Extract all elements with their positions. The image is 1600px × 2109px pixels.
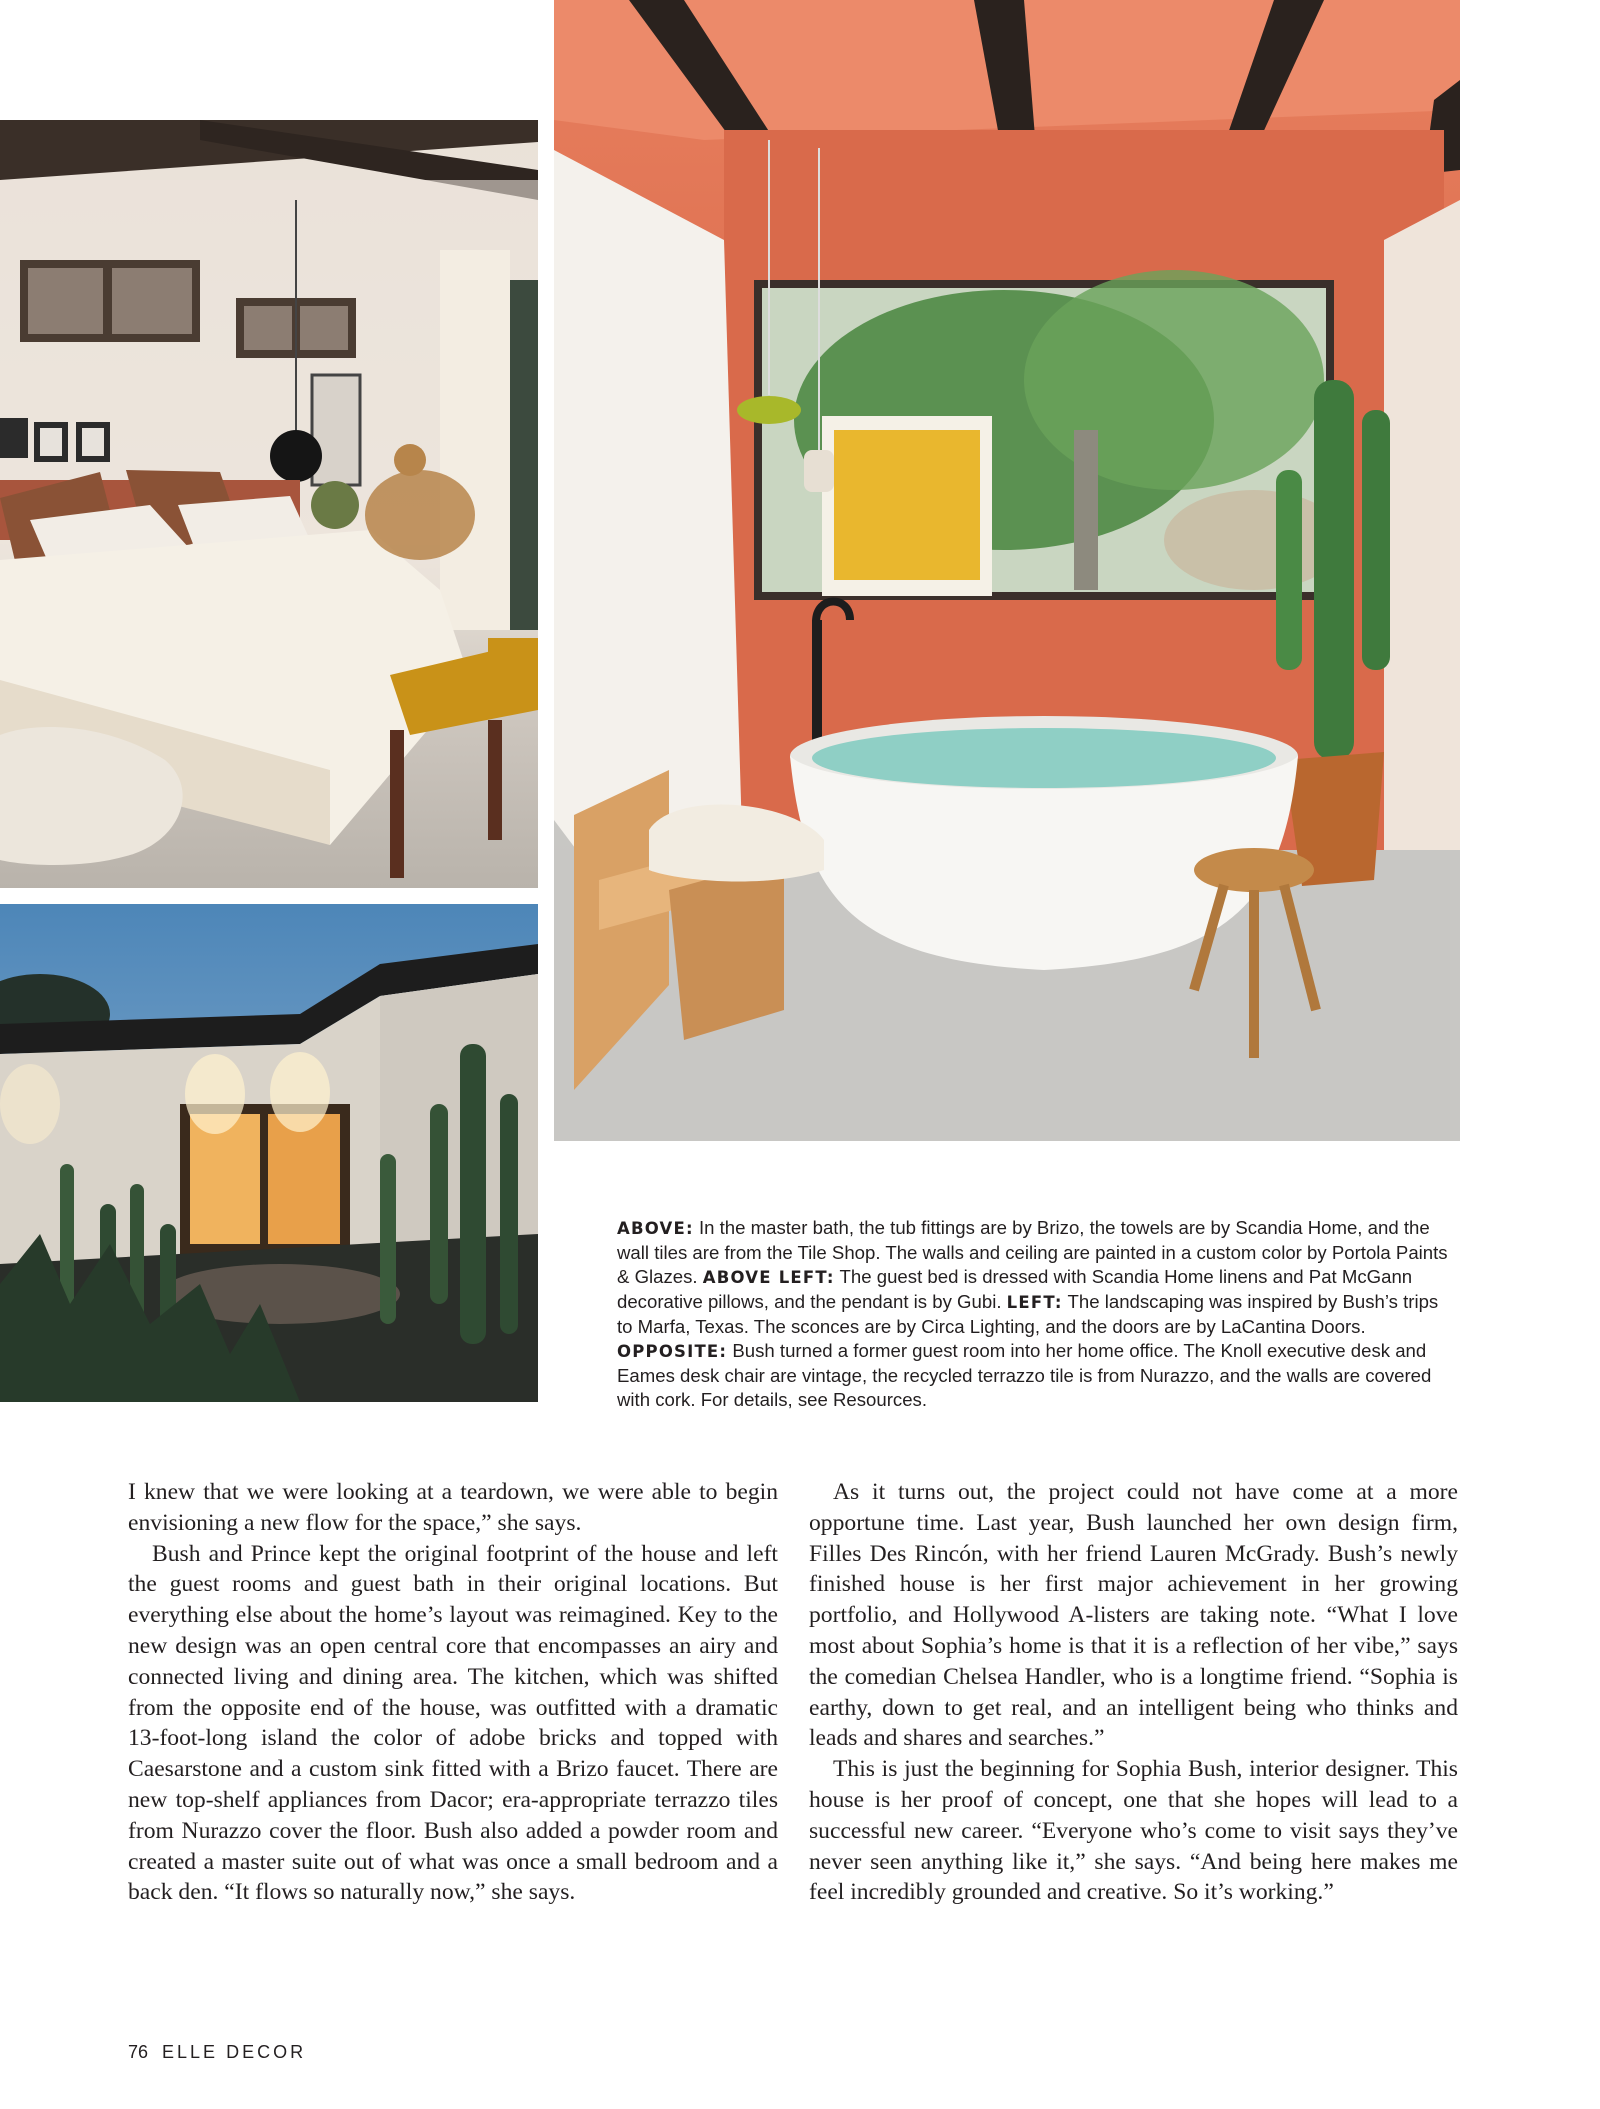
caption-label-above: ABOVE: [617, 1219, 694, 1238]
caption-label-opposite: OPPOSITE: [617, 1342, 728, 1361]
photo-caption [617, 1216, 1457, 1412]
bedroom-photo [0, 120, 538, 888]
caption-label-above-left: ABOVE LEFT: [702, 1268, 835, 1287]
exterior-photo [0, 904, 538, 1402]
page-number: 76 [128, 2042, 149, 2062]
caption-text-above: In the master bath, the tub fittings are by Brizo, the towels are by Scandia Home, and the wall tiles are from the Tile Shop. The walls and ceiling are painted in a custom color by Portola Paints & Glazes. [617, 1217, 1448, 1287]
caption-text-above-left: The guest bed is dressed with Scandia Home linens and Pat McGann decorative pillows, and the pendant is by Gubi. [617, 1266, 1413, 1312]
magazine-name: ELLE DECOR [162, 2042, 307, 2062]
body-paragraph: This is just the beginning for Sophia Bush, interior designer. This house is her proof of concept, one that she hopes will lead to a successful new career. “Everyone who’s come to visit says they’ve never seen anything like it,” she says. “And being here makes me feel incredibly grounded and creative. So it’s working.” [809, 1756, 1458, 1906]
page-folio [128, 2042, 306, 2063]
body-column-right [809, 1477, 1458, 1908]
caption-text-opposite: Bush turned a former guest room into her home office. The Knoll executive desk and Eames desk chair are vintage, the recycled terrazzo tile is from Nurazzo, and the walls are covered with cork. For details, see Resources. [617, 1340, 1432, 1410]
body-paragraph: Bush and Prince kept the original footprint of the house and left the guest rooms and guest bath in their original locations. But everything else about the home’s layout was reimagined. Key to the new design was an open central core that encompasses an airy and connected living and dining area. The kitchen, which was shifted from the opposite end of the house, was outfitted with a dramatic 13-foot-long island the color of adobe bricks and topped with Caesarstone and a custom sink fitted with a Brizo faucet. There are new top-shelf appliances from Dacor; era-appropriate terrazzo tiles from Nurazzo cover the floor. Bush also added a powder room and created a master suite out of what was once a small bedroom and a back den. “It flows so naturally now,” she says. [128, 1540, 778, 1906]
body-paragraph: As it turns out, the project could not have come at a more opportune time. Last year, Bush launched her own design firm, Filles Des Rincón, with her friend Lauren McGrady. Bush’s newly finished house is her first major achievement in her growing portfolio, and Hollywood A-listers are taking note. “What I love most about Sophia’s home is that it is a reflection of her vibe,” says the comedian Chelsea Handler, who is a longtime friend. “Sophia is earthy, down to get real, and an intelligent being who thinks and leads and shares and searches.” [809, 1479, 1458, 1752]
bath-photo [554, 0, 1460, 1141]
body-column-left [128, 1477, 778, 1908]
caption-label-left: LEFT: [1006, 1293, 1063, 1312]
body-paragraph: I knew that we were looking at a teardown, we were able to begin envisioning a new flow for the space,” she says. [128, 1479, 778, 1536]
caption-text-left: The landscaping was inspired by Bush’s trips to Marfa, Texas. The sconces are by Circa Lighting, and the doors are by LaCantina Doors. [617, 1291, 1439, 1337]
